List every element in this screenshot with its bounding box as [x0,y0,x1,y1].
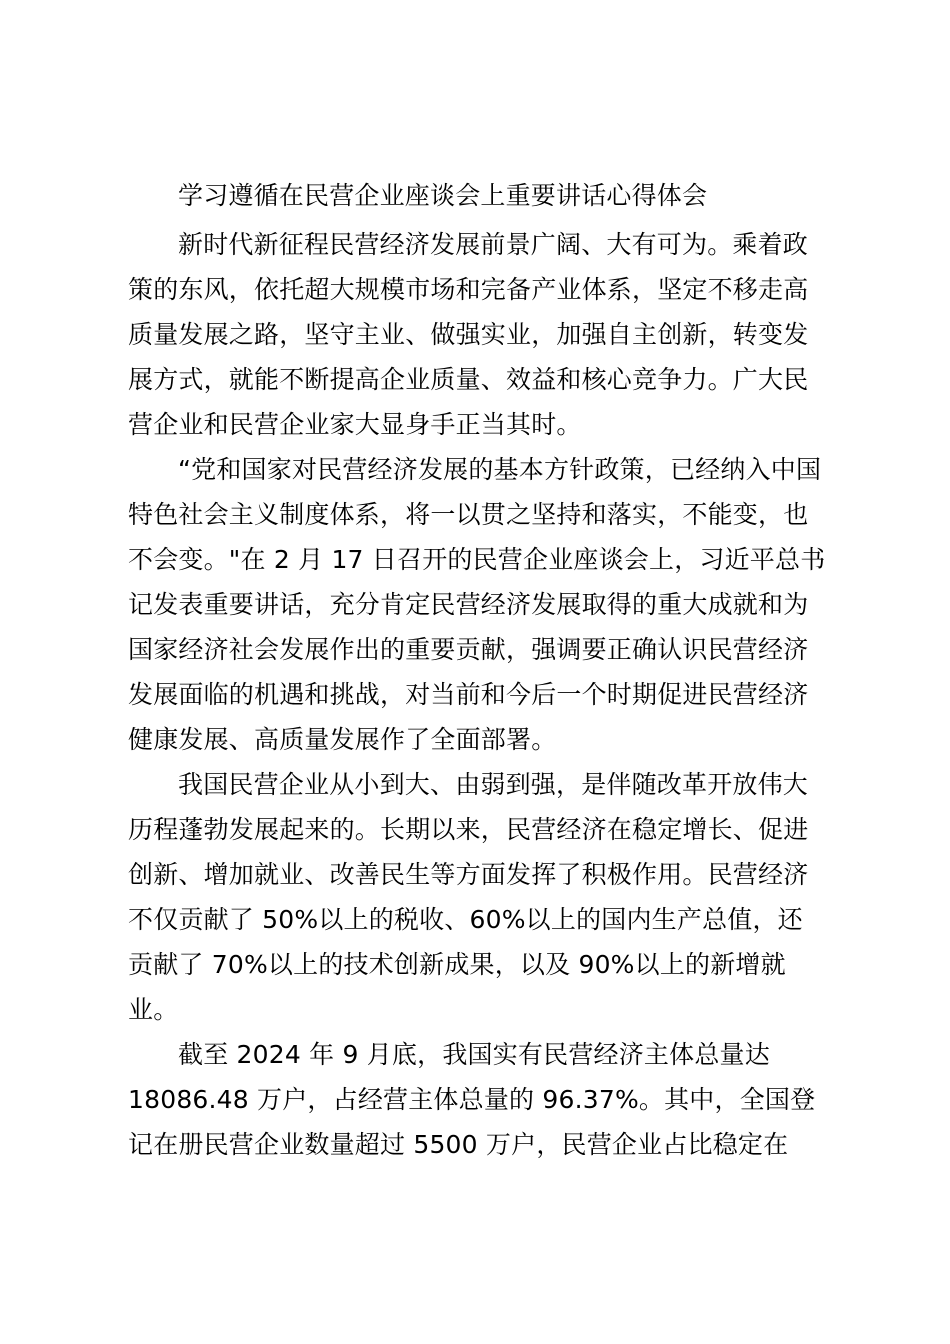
paragraph-line: 营企业和民营企业家大显身手正当其时。 [128,410,582,439]
paragraph-line: 健康发展、高质量发展作了全面部署。 [128,725,557,754]
paragraph-line: 记发表重要讲话，充分肯定民营经济发展取得的重大成就和为 [128,590,809,619]
paragraph-line: 策的东风，依托超大规模市场和完备产业体系，坚定不移走高 [128,275,809,304]
paragraph-line: 质量发展之路，坚守主业、做强实业，加强自主创新，转变发 [128,320,809,349]
paragraph-4 [128,1032,815,1167]
paragraph-2 [128,447,825,762]
paragraph-line: 历程蓬勃发展起来的。长期以来，民营经济在稳定增长、促进 [128,815,809,844]
paragraph-line: 业。 [128,995,179,1024]
paragraph-line: 创新、增加就业、改善民生等方面发挥了积极作用。民营经济 [128,860,809,889]
paragraph-line: 贡献了 70%以上的技术创新成果，以及 90%以上的新增就 [128,950,786,979]
paragraph-line: 我国民营企业从小到大、由弱到强，是伴随改革开放伟大 [178,770,809,799]
paragraph-line: 展方式，就能不断提高企业质量、效益和核心竞争力。广大民 [128,365,809,394]
paragraph-line: 截至 2024 年 9 月底，我国实有民营经济主体总量达 [178,1040,770,1069]
paragraph-line: 新时代新征程民营经济发展前景广阔、大有可为。乘着政 [178,230,809,259]
paragraph-line: 18086.48 万户，占经营主体总量的 96.37%。其中，全国登 [128,1085,816,1114]
paragraph-line: 特色社会主义制度体系，将一以贯之坚持和落实，不能变，也 [128,500,809,529]
paragraph-3 [128,762,808,1032]
paragraph-1 [128,222,808,447]
document-title: 学习遵循在民营企业座谈会上重要讲话心得体会 [178,181,708,210]
paragraph-line: 不仅贡献了 50%以上的税收、60%以上的国内生产总值，还 [128,905,803,934]
paragraph-line: 发展面临的机遇和挑战，对当前和今后一个时期促进民营经济 [128,680,809,709]
paragraph-line: “党和国家对民营经济发展的基本方针政策，已经纳入中国 [178,455,822,484]
paragraph-line: 记在册民营企业数量超过 5500 万户，民营企业占比稳定在 [128,1130,789,1159]
paragraph-line: 不会变。"在 2 月 17 日召开的民营企业座谈会上，习近平总书 [128,545,826,574]
paragraph-line: 国家经济社会发展作出的重要贡献，强调要正确认识民营经济 [128,635,809,664]
